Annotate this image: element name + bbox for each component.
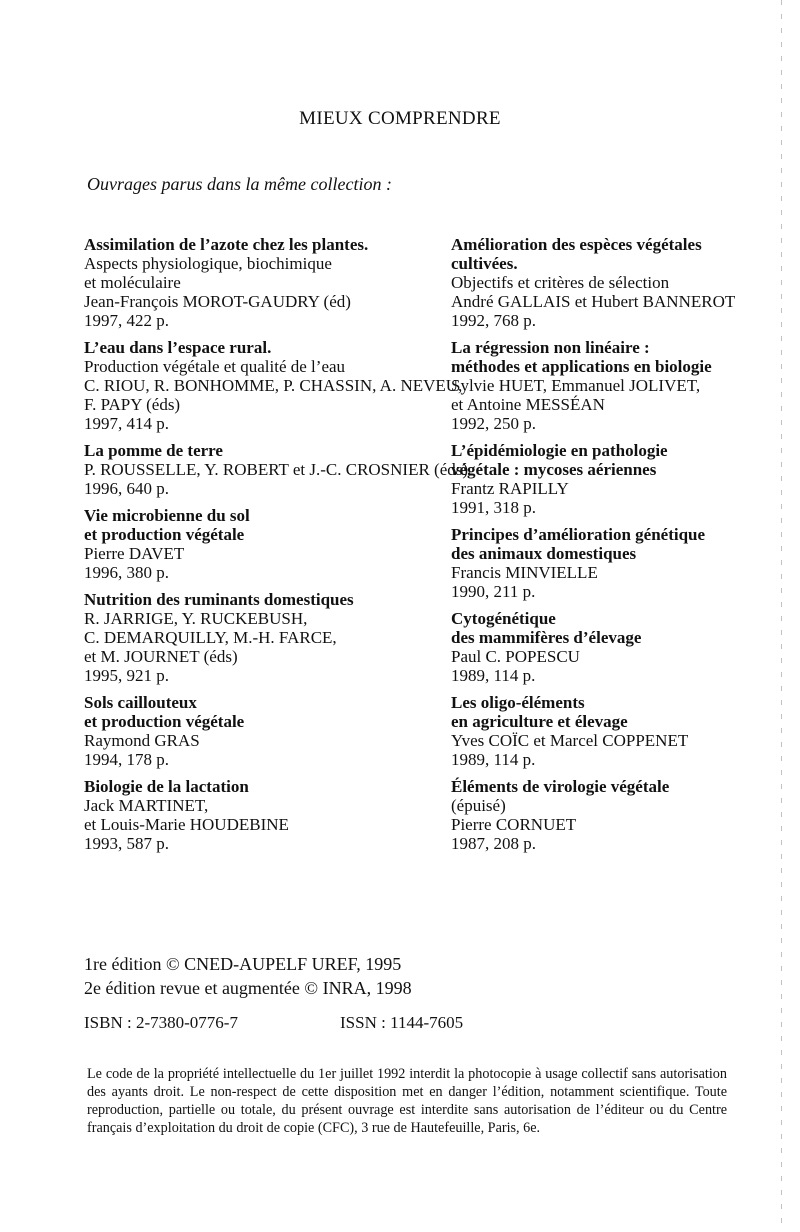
book-title-line: Éléments de virologie végétale xyxy=(451,777,670,796)
book-detail-line: 1997, 422 p. xyxy=(84,311,169,330)
copyright-legal-notice: Le code de la propriété intellectuelle du 1er juillet 1992 interdit la photocopie à usage collectif sans autorisation des ayants droit. Le non-respect de cette disposition met en danger l’édition, notamment scientifique. Toute reproduction, partielle ou totale, du présent ouvrage est interdite sans autorisation de l’éditeur ou du Centre français d’exploitation du droit de copie (CFC), 3 rue de Hautefeuille, Paris, 6e. xyxy=(87,1066,727,1136)
book-detail-line: Jean-François MOROT-GAUDRY (éd) xyxy=(84,292,351,311)
book-title-line: méthodes et applications en biologie xyxy=(451,357,712,376)
book-detail-line: Production végétale et qualité de l’eau xyxy=(84,357,346,376)
book-detail-line: 1989, 114 p. xyxy=(451,750,536,769)
book-detail-line: C. DEMARQUILLY, M.-H. FARCE, xyxy=(84,628,337,647)
book-entry xyxy=(84,506,424,582)
book-detail-line: Pierre DAVET xyxy=(84,544,185,563)
book-detail-line: 1992, 250 p. xyxy=(451,414,536,433)
book-title-line: Assimilation de l’azote chez les plantes. xyxy=(84,235,369,254)
book-entry xyxy=(451,441,791,517)
first-edition-notice: 1re édition © CNED-AUPELF UREF, 1995 xyxy=(84,954,402,974)
book-entry xyxy=(84,590,424,685)
series-title: MIEUX COMPRENDRE xyxy=(299,108,501,129)
book-list-right xyxy=(451,235,791,861)
book-title-line: et production végétale xyxy=(84,525,245,544)
isbn: ISBN : 2-7380-0776-7 xyxy=(84,1013,238,1032)
book-entry xyxy=(84,693,424,769)
book-detail-line: et Antoine MESSÉAN xyxy=(451,395,605,414)
book-detail-line: F. PAPY (éds) xyxy=(84,395,181,414)
book-title-line: Nutrition des ruminants domestiques xyxy=(84,590,354,609)
book-detail-line: 1987, 208 p. xyxy=(451,834,536,853)
book-title-line: Cytogénétique xyxy=(451,609,556,628)
book-entry xyxy=(451,525,791,601)
book-detail-line: Yves COÏC et Marcel COPPENET xyxy=(451,731,689,750)
book-title-line: La régression non linéaire : xyxy=(451,338,650,357)
book-title-line: Principes d’amélioration génétique xyxy=(451,525,706,544)
book-detail-line: 1996, 640 p. xyxy=(84,479,169,498)
book-title-line: et production végétale xyxy=(84,712,245,731)
book-detail-line: Francis MINVIELLE xyxy=(451,563,598,582)
book-title-line: cultivées. xyxy=(451,254,518,273)
book-detail-line: P. ROUSSELLE, Y. ROBERT et J.-C. CROSNIER (éds) xyxy=(84,460,469,479)
book-detail-line: Paul C. POPESCU xyxy=(451,647,580,666)
book-detail-line: et moléculaire xyxy=(84,273,181,292)
book-title-line: Vie microbienne du sol xyxy=(84,506,250,525)
collection-intro: Ouvrages parus dans la même collection : xyxy=(87,174,392,194)
book-entry xyxy=(451,777,791,853)
book-entry xyxy=(451,693,791,769)
book-detail-line: et M. JOURNET (éds) xyxy=(84,647,238,666)
book-title-line: La pomme de terre xyxy=(84,441,223,460)
book-title-line: Sols caillouteux xyxy=(84,693,197,712)
book-detail-line: Frantz RAPILLY xyxy=(451,479,569,498)
book-detail-line: 1993, 587 p. xyxy=(84,834,169,853)
book-detail-line: Sylvie HUET, Emmanuel JOLIVET, xyxy=(451,376,701,395)
book-detail-line: 1989, 114 p. xyxy=(451,666,536,685)
edition-notices xyxy=(84,952,412,1000)
book-detail-line: et Louis-Marie HOUDEBINE xyxy=(84,815,289,834)
book-title-line: des mammifères d’élevage xyxy=(451,628,642,647)
book-entry xyxy=(84,338,463,433)
book-detail-line: (épuisé) xyxy=(451,796,506,815)
book-detail-line: Objectifs et critères de sélection xyxy=(451,273,670,292)
book-entry xyxy=(451,609,791,685)
book-detail-line: Jack MARTINET, xyxy=(84,796,209,815)
book-detail-line: R. JARRIGE, Y. RUCKEBUSH, xyxy=(84,609,308,628)
book-title-line: végétale : mycoses aériennes xyxy=(451,460,657,479)
book-detail-line: 1994, 178 p. xyxy=(84,750,169,769)
second-edition-notice: 2e édition revue et augmentée © INRA, 1998 xyxy=(84,978,412,998)
book-entry xyxy=(84,235,424,330)
book-entry xyxy=(84,441,469,498)
book-detail-line: André GALLAIS et Hubert BANNEROT xyxy=(451,292,736,311)
book-detail-line: 1996, 380 p. xyxy=(84,563,169,582)
book-title-line: L’épidémiologie en pathologie xyxy=(451,441,668,460)
book-title-line: Amélioration des espèces végétales xyxy=(451,235,702,254)
issn: ISSN : 1144-7605 xyxy=(340,1013,464,1032)
book-detail-line: C. RIOU, R. BONHOMME, P. CHASSIN, A. NEVEU, xyxy=(84,376,463,395)
book-title-line: des animaux domestiques xyxy=(451,544,637,563)
book-detail-line: 1991, 318 p. xyxy=(451,498,536,517)
book-detail-line: Raymond GRAS xyxy=(84,731,200,750)
book-detail-line: 1990, 211 p. xyxy=(451,582,536,601)
book-title-line: L’eau dans l’espace rural. xyxy=(84,338,272,357)
book-detail-line: 1997, 414 p. xyxy=(84,414,169,433)
book-title-line: Biologie de la lactation xyxy=(84,777,249,796)
book-title-line: en agriculture et élevage xyxy=(451,712,628,731)
book-detail-line: 1995, 921 p. xyxy=(84,666,169,685)
book-detail-line: Aspects physiologique, biochimique xyxy=(84,254,332,273)
book-entry xyxy=(451,338,791,433)
book-detail-line: Pierre CORNUET xyxy=(451,815,577,834)
book-detail-line: 1992, 768 p. xyxy=(451,311,536,330)
book-entry xyxy=(84,777,424,853)
book-entry xyxy=(451,235,791,330)
book-list-left xyxy=(84,235,469,861)
book-title-line: Les oligo-éléments xyxy=(451,693,585,712)
